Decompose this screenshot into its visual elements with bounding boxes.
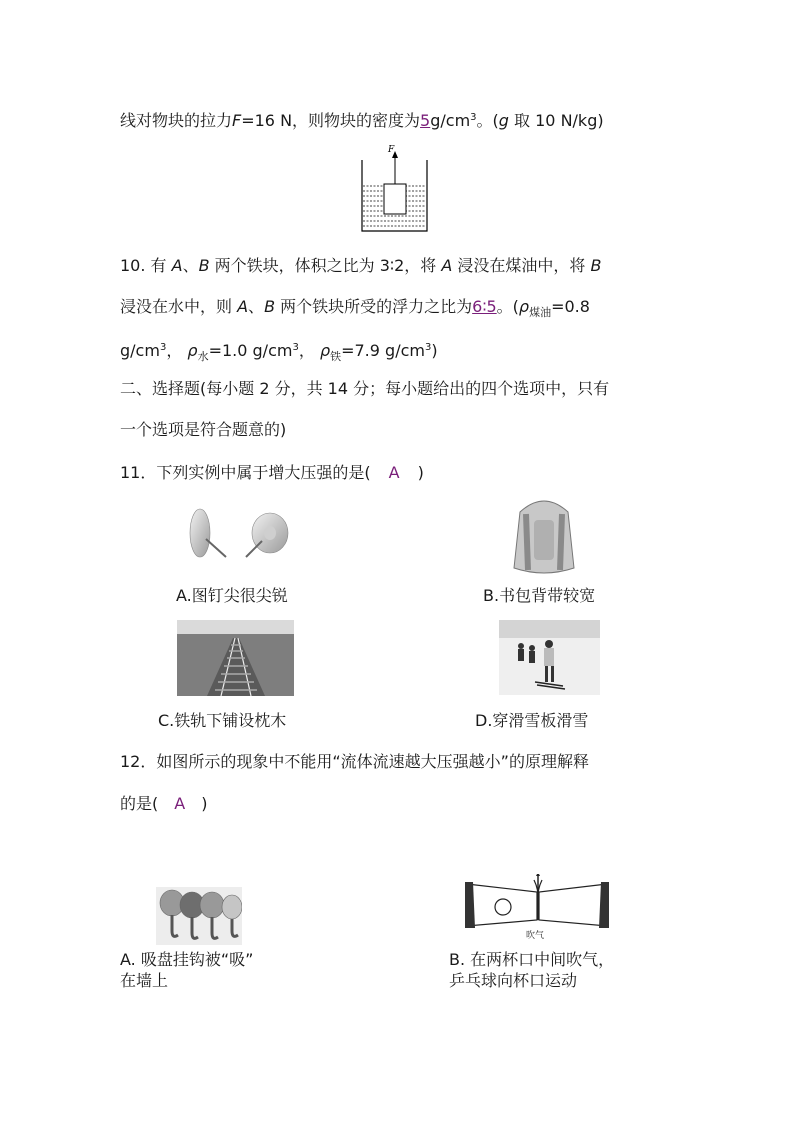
suction-hook-picture	[156, 887, 242, 945]
q10-sep: 、	[248, 297, 265, 316]
q10-l3b: ，	[298, 341, 315, 360]
q10-l3c: =1.0 g/cm	[208, 341, 293, 360]
q9-post2: 取 10 N/kg)	[508, 111, 604, 130]
q10-l2b: 两个铁块所受的浮力之比为	[275, 297, 473, 316]
q12-option-b-line2: 乒乓球向杯口运动	[449, 971, 578, 990]
rho: ρ	[518, 297, 530, 316]
q10-l1d: 浸没在煤油中，将	[452, 256, 591, 275]
q10-l1c: 两个铁块，体积之比为 3∶2，将	[209, 256, 442, 275]
q12-option-a-line1: A. 吸盘挂钩被“吸”	[120, 950, 254, 969]
q12-l2a: 的是(	[120, 794, 159, 813]
q10-l2c: 。(	[496, 297, 519, 316]
q11-stem-text: 11．下列实例中属于增大压强的是(	[120, 463, 371, 482]
q11-answer: A	[388, 463, 400, 482]
q9-eq: =16 N，则物块的密度为	[241, 111, 421, 130]
thumbtack-picture	[178, 505, 290, 560]
q10-line2	[120, 297, 590, 323]
cups-blowing-figure	[463, 874, 611, 944]
q9-post1: 。(	[476, 111, 499, 130]
q9-answer: 5	[420, 111, 431, 130]
rho: ρ	[319, 341, 331, 360]
var-B: B	[264, 297, 276, 316]
q9-pre: 线对物块的拉力	[120, 111, 233, 130]
q10-l3a: g/cm	[120, 341, 160, 360]
blow-label: 吹气	[526, 931, 545, 941]
q10-l2d: =0.8	[551, 297, 590, 316]
q10-l1b: 、	[182, 256, 199, 275]
var-B: B	[590, 256, 602, 275]
var-A: A	[237, 297, 249, 316]
q9-unit: g/cm	[430, 111, 471, 130]
rho-sub-water: 水	[197, 350, 209, 363]
q10-l3d: =7.9 g/cm	[341, 341, 425, 360]
section2-line1: 二、选择题(每小题 2 分，共 14 分；每小题给出的四个选项中，只有	[120, 379, 610, 398]
rho-sub-kerosene: 煤油	[529, 306, 552, 319]
q10-line3	[120, 338, 438, 367]
q12-l2b: )	[201, 794, 208, 813]
var-g: g	[498, 111, 509, 130]
q12-line2	[120, 794, 207, 814]
q11-option-d: D.穿滑雪板滑雪	[475, 711, 589, 730]
q11-stem	[120, 463, 424, 483]
q11-option-c: C.铁轨下铺设枕木	[158, 711, 287, 730]
q10-l1a: 10. 有	[120, 256, 172, 275]
q9-text	[120, 108, 604, 131]
var-A: A	[171, 256, 183, 275]
skiing-picture	[499, 620, 600, 695]
var-F: F	[232, 111, 242, 130]
var-B: B	[198, 256, 210, 275]
sup3: 3	[292, 342, 299, 353]
q10-line1	[120, 256, 602, 276]
backpack-picture	[506, 490, 582, 576]
q12-line1: 12．如图所示的现象中不能用“流体流速越大压强越小”的原理解释	[120, 752, 589, 771]
rho-sub-iron: 铁	[330, 350, 342, 363]
buoyancy-figure	[360, 142, 430, 234]
q10-l3end: )	[431, 341, 438, 360]
q12-option-a-line2: 在墙上	[120, 971, 169, 990]
q10-answer: 6∶5	[472, 297, 497, 316]
ping-pong-ball	[495, 899, 511, 915]
sup3: 3	[159, 342, 167, 353]
q11-option-a: A.图钉尖很尖锐	[176, 586, 288, 605]
block	[384, 184, 406, 214]
q12-answer: A	[174, 794, 186, 813]
var-A: A	[441, 256, 453, 275]
force-label: F	[388, 145, 395, 155]
q10-l3b: ，	[166, 341, 183, 360]
sup3: 3	[424, 342, 432, 353]
q11-close: )	[417, 463, 424, 482]
rho: ρ	[187, 341, 198, 360]
q12-option-b-line1: B. 在两杯口中间吹气，	[449, 950, 615, 969]
section2-line2: 一个选项是符合题意的)	[120, 420, 287, 439]
q10-l2a: 浸没在水中，则	[120, 297, 238, 316]
railway-picture	[177, 620, 294, 696]
q11-option-b: B.书包背带较宽	[483, 586, 596, 605]
q9-unit-sup: 3	[470, 112, 477, 123]
